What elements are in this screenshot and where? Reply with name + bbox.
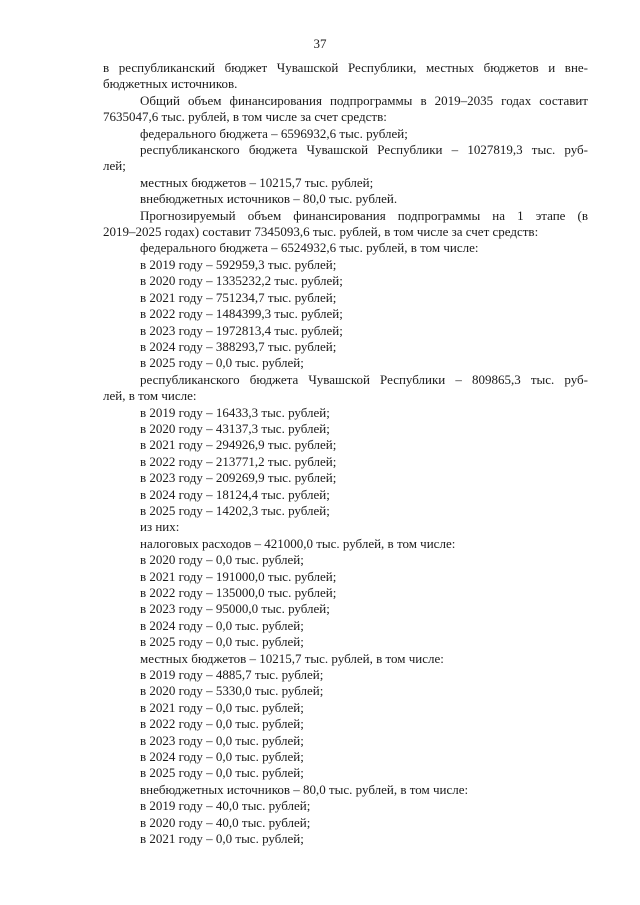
text-line: в 2023 году – 1972813,4 тыс. рублей; bbox=[140, 322, 343, 338]
text-line: республиканского бюджета Чувашской Республики – 809865,3 тыс. руб- bbox=[140, 371, 588, 387]
text-line: в 2023 году – 0,0 тыс. рублей; bbox=[140, 732, 304, 748]
text-line: федерального бюджета – 6524932,6 тыс. рублей, в том числе: bbox=[140, 240, 479, 256]
page-number: 37 bbox=[313, 36, 327, 51]
text-line: лей, в том числе: bbox=[103, 388, 197, 404]
text-line: в 2025 году – 0,0 тыс. рублей; bbox=[140, 634, 304, 650]
text-line: в 2024 году – 0,0 тыс. рублей; bbox=[140, 749, 304, 765]
text-line: в 2020 году – 43137,3 тыс. рублей; bbox=[140, 420, 330, 436]
text-line: в 2019 году – 40,0 тыс. рублей; bbox=[140, 798, 311, 814]
text-line: в 2023 году – 209269,9 тыс. рублей; bbox=[140, 470, 337, 486]
text-line: из них: bbox=[140, 519, 180, 535]
text-line: налоговых расходов – 421000,0 тыс. рублей, в том числе: bbox=[140, 535, 456, 551]
text-line: в 2024 году – 0,0 тыс. рублей; bbox=[140, 617, 304, 633]
text-line: в 2021 году – 294926,9 тыс. рублей; bbox=[140, 437, 337, 453]
text-line: Общий объем финансирования подпрограммы в 2019–2035 годах составит bbox=[140, 92, 588, 108]
text-line: в 2019 году – 592959,3 тыс. рублей; bbox=[140, 256, 337, 272]
text-line: федерального бюджета – 6596932,6 тыс. рублей; bbox=[140, 125, 408, 141]
text-line: в 2022 году – 213771,2 тыс. рублей; bbox=[140, 453, 337, 469]
text-line: в 2022 году – 135000,0 тыс. рублей; bbox=[140, 585, 337, 600]
text-line: в 2025 году – 0,0 тыс. рублей; bbox=[140, 765, 304, 781]
text-line: в 2024 году – 18124,4 тыс. рублей; bbox=[140, 486, 330, 502]
text-line: в 2025 году – 14202,3 тыс. рублей; bbox=[140, 502, 330, 518]
text-line: Прогнозируемый объем финансирования подпрограммы на 1 этапе (в bbox=[140, 207, 588, 223]
text-line: в 2022 году – 0,0 тыс. рублей; bbox=[140, 716, 304, 732]
text-line: бюджетных источников. bbox=[103, 76, 238, 92]
text-line: в 2020 году – 5330,0 тыс. рублей; bbox=[140, 683, 324, 699]
document-body bbox=[103, 60, 588, 848]
text-line: в 2022 году – 1484399,3 тыс. рублей; bbox=[140, 306, 343, 322]
text-line: внебюджетных источников – 80,0 тыс. рублей, в том числе: bbox=[140, 781, 469, 797]
text-line: республиканского бюджета Чувашской Республики – 1027819,3 тыс. руб- bbox=[140, 142, 588, 158]
text-line: в 2021 году – 0,0 тыс. рублей; bbox=[140, 831, 304, 847]
text-line: внебюджетных источников – 80,0 тыс. рублей. bbox=[140, 191, 398, 207]
text-line: в 2019 году – 4885,7 тыс. рублей; bbox=[140, 667, 324, 683]
text-line: в 2020 году – 1335232,2 тыс. рублей; bbox=[140, 273, 343, 289]
text-line: в 2020 году – 40,0 тыс. рублей; bbox=[140, 814, 311, 830]
text-line: лей; bbox=[103, 158, 126, 174]
text-line: в 2023 году – 95000,0 тыс. рублей; bbox=[140, 601, 330, 617]
text-line: 7635047,6 тыс. рублей, в том числе за счет средств: bbox=[103, 109, 387, 125]
text-line: в 2021 году – 0,0 тыс. рублей; bbox=[140, 699, 304, 715]
text-line: местных бюджетов – 10215,7 тыс. рублей; bbox=[140, 174, 374, 190]
text-line: 2019–2025 годах) составит 7345093,6 тыс. рублей, в том числе за счет средств: bbox=[103, 224, 539, 240]
text-line: в 2025 году – 0,0 тыс. рублей; bbox=[140, 355, 304, 371]
text-line: в 2021 году – 751234,7 тыс. рублей; bbox=[140, 289, 337, 305]
text-line: в республиканский бюджет Чувашской Республики, местных бюджетов и вне- bbox=[103, 60, 588, 75]
text-line: в 2019 году – 16433,3 тыс. рублей; bbox=[140, 404, 330, 420]
text-line: в 2021 году – 191000,0 тыс. рублей; bbox=[140, 568, 337, 584]
text-line: в 2024 году – 388293,7 тыс. рублей; bbox=[140, 338, 337, 354]
text-line: в 2020 году – 0,0 тыс. рублей; bbox=[140, 552, 304, 568]
text-line: местных бюджетов – 10215,7 тыс. рублей, в том числе: bbox=[140, 650, 444, 666]
